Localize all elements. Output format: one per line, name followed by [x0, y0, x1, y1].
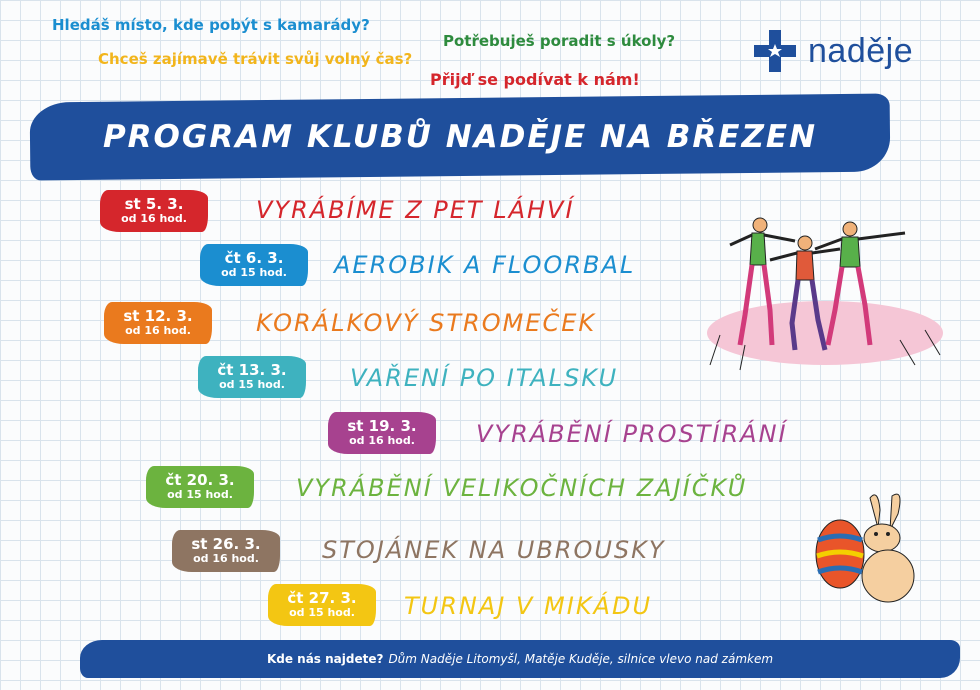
- event-date: čt 20. 3.: [165, 471, 235, 490]
- event-time: od 16 hod.: [121, 212, 187, 226]
- event-date-tag: [146, 466, 254, 508]
- logo-text: naděje: [808, 31, 914, 70]
- question-homework: Potřebuješ poradit s úkoly?: [443, 32, 676, 50]
- event-date-tag: [172, 530, 280, 572]
- event-activity: AEROBIK A FLOORBAL: [334, 251, 636, 279]
- question-free-time: Chceš zajímavě trávit svůj volný čas?: [98, 50, 413, 68]
- nadeje-logo: [752, 28, 913, 74]
- footer-address: [80, 640, 960, 678]
- event-time: od 16 hod.: [193, 552, 259, 566]
- event-activity: KORÁLKOVÝ STROMEČEK: [256, 309, 597, 337]
- event-activity: TURNAJ V MIKÁDU: [404, 592, 653, 620]
- event-time: od 16 hod.: [125, 324, 191, 338]
- event-date: st 5. 3.: [124, 195, 184, 214]
- event-date-tag: [328, 412, 436, 454]
- event-time: od 16 hod.: [349, 434, 415, 448]
- event-date-tag: [268, 584, 376, 626]
- event-time: od 15 hod.: [167, 488, 233, 502]
- event-date-tag: [200, 244, 308, 286]
- event-date-tag: [104, 302, 212, 344]
- easter-bunny-illustration: [800, 488, 930, 608]
- event-activity: VYRÁBÍME Z PET LÁHVÍ: [256, 196, 575, 224]
- event-date-tag: [198, 356, 306, 398]
- event-date: st 26. 3.: [191, 535, 261, 554]
- question-invite: Přijď se podívat k nám!: [430, 70, 640, 89]
- event-date-tag: [100, 190, 208, 232]
- event-date: čt 6. 3.: [224, 249, 284, 268]
- footer-address-text: Dům Naděje Litomyšl, Matěje Kuděje, silnice vlevo nad zámkem: [388, 652, 774, 666]
- event-time: od 15 hod.: [289, 606, 355, 620]
- page-title: PROGRAM KLUBŮ NADĚJE NA BŘEZEN: [102, 119, 818, 155]
- event-date: čt 27. 3.: [287, 589, 357, 608]
- event-date: st 12. 3.: [123, 307, 193, 326]
- event-activity: VAŘENÍ PO ITALSKU: [350, 364, 619, 392]
- event-activity: VYRÁBĚNÍ PROSTÍRÁNÍ: [476, 420, 788, 448]
- question-place: Hledáš místo, kde pobýt s kamarády?: [52, 16, 370, 34]
- footer-label: Kde nás najdete?: [266, 652, 384, 666]
- event-activity: VYRÁBĚNÍ VELIKOČNÍCH ZAJÍČKŮ: [296, 474, 748, 502]
- event-date: st 19. 3.: [347, 417, 417, 436]
- event-date: čt 13. 3.: [217, 361, 287, 380]
- event-activity: STOJÁNEK NA UBROUSKY: [322, 536, 666, 564]
- plus-star-icon: [752, 28, 798, 74]
- event-time: od 15 hod.: [219, 378, 285, 392]
- aerobic-dancers-illustration: [700, 205, 950, 375]
- event-time: od 15 hod.: [221, 266, 287, 280]
